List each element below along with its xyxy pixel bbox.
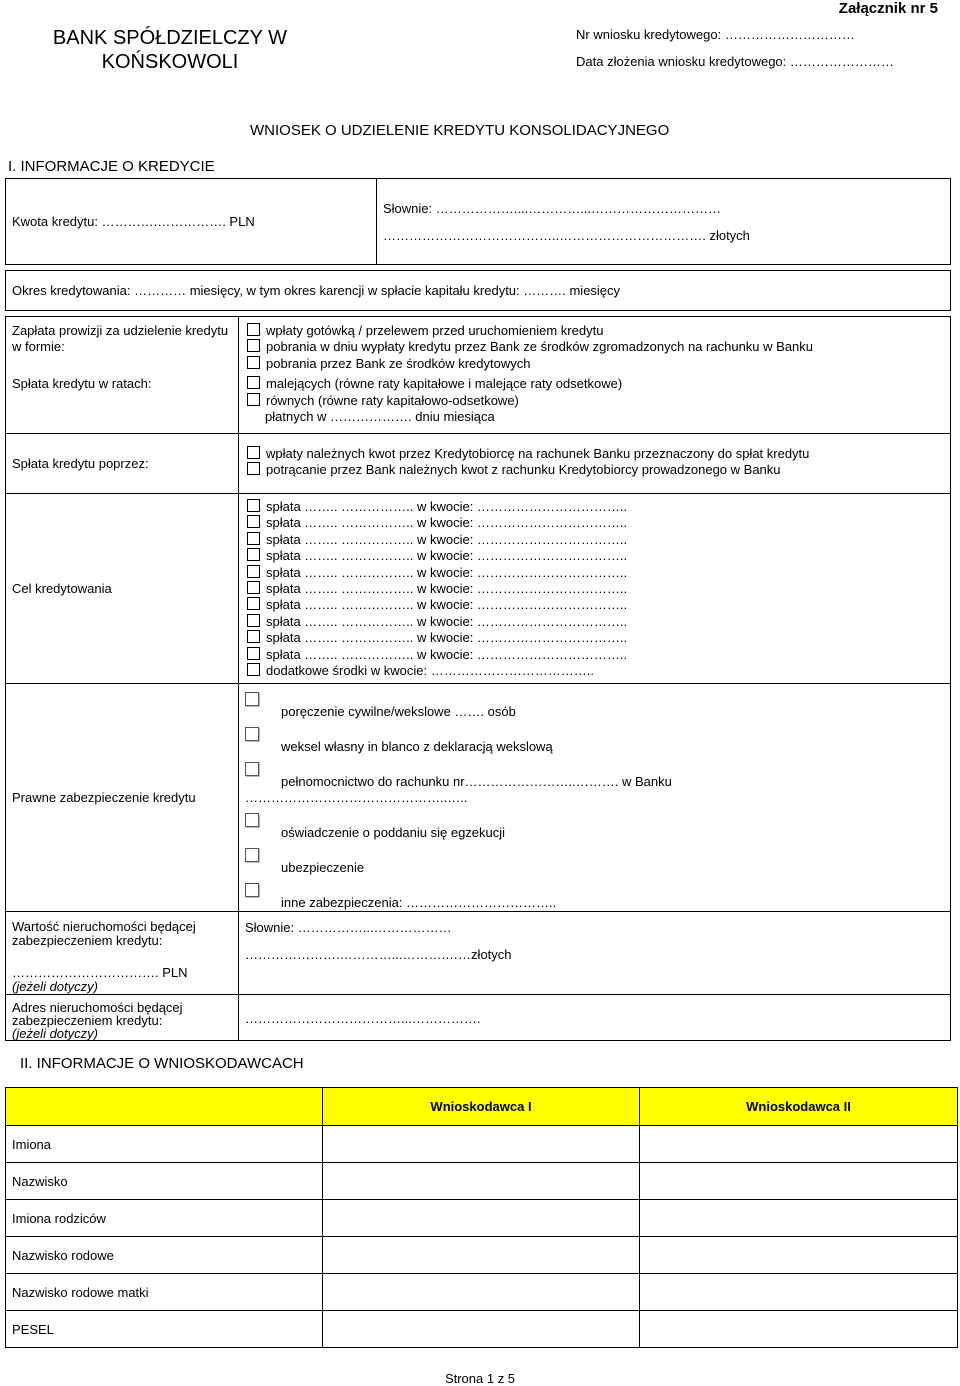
- row-label: Nazwisko rodowe matki: [6, 1274, 323, 1311]
- checkbox[interactable]: [247, 548, 260, 561]
- checkbox[interactable]: [247, 339, 260, 352]
- security-option-4[interactable]: oświadczenie o poddaniu się egzekucji: [281, 825, 506, 840]
- purpose-item[interactable]: spłata …….. …………….. w kwocie: ……………………………..: [247, 614, 950, 630]
- property-address-cell: [6, 995, 239, 1041]
- applicant-2-field[interactable]: [640, 1126, 958, 1163]
- applicant-1-field[interactable]: [323, 1200, 640, 1237]
- applicant-1-field[interactable]: [323, 1237, 640, 1274]
- commission-option-2[interactable]: pobrania w dniu wypłaty kredytu przez Bank ze środków zgromadzonych na rachunku w Banku: [247, 339, 950, 355]
- applicant-2-field[interactable]: [640, 1274, 958, 1311]
- amount-words-line1[interactable]: Słownie: ………………....…………...…………………………: [383, 201, 722, 216]
- repayment-label-cell: [6, 434, 239, 494]
- repayment-label: Spłata kredytu poprzez:: [12, 456, 149, 471]
- section2-title: II. INFORMACJE O WNIOSKODAWCACH: [20, 1055, 304, 1072]
- row-label: Imiona: [6, 1126, 323, 1163]
- purpose-item[interactable]: spłata …….. …………….. w kwocie: ……………………………..: [247, 499, 950, 515]
- purpose-item[interactable]: spłata …….. …………….. w kwocie: ……………………………..: [247, 532, 950, 548]
- applicant-2-field[interactable]: [640, 1200, 958, 1237]
- property-value-amount[interactable]: ……………………………. PLN: [12, 965, 188, 980]
- security-option-3-cont[interactable]: ………………………………………..…..: [245, 790, 468, 805]
- security-option-1[interactable]: poręczenie cywilne/wekslowe ……. osób: [281, 704, 516, 719]
- checkbox[interactable]: [247, 393, 260, 406]
- header-applicant-2: Wnioskodawca II: [640, 1088, 958, 1126]
- checkbox[interactable]: [247, 532, 260, 545]
- commission-label: Zapłata prowizji za udzielenie kredytu w formie:: [12, 323, 229, 355]
- commission-options-cell: [239, 317, 951, 434]
- checkbox[interactable]: [245, 762, 259, 776]
- checkbox[interactable]: [247, 323, 260, 336]
- period-text[interactable]: Okres kredytowania: ………… miesięcy, w tym okres karencji w spłacie kapitału kredytu: ………. miesięcy: [12, 283, 621, 298]
- period-cell: [6, 271, 951, 311]
- checkbox[interactable]: [247, 356, 260, 369]
- property-address-note: (jeżeli dotyczy): [12, 1026, 98, 1041]
- checkbox[interactable]: [245, 813, 259, 827]
- checkbox[interactable]: [247, 630, 260, 643]
- amount-words-cell: [377, 179, 951, 265]
- annex-label: Załącznik nr 5: [838, 0, 938, 17]
- security-options-cell: [239, 684, 951, 912]
- purpose-label: Cel kredytowania: [12, 581, 112, 596]
- checkbox[interactable]: [247, 565, 260, 578]
- applicant-2-field[interactable]: [640, 1237, 958, 1274]
- security-option-3[interactable]: pełnomocnictwo do rachunku nr……………………..………. w Banku: [281, 774, 672, 789]
- application-number[interactable]: Nr wniosku kredytowego: …………………………: [576, 27, 855, 42]
- purpose-item[interactable]: spłata …….. …………….. w kwocie: ……………………………..: [247, 630, 950, 646]
- period-table: [5, 270, 951, 311]
- purpose-item-extra[interactable]: dodatkowe środki w kwocie: ………………………………..: [247, 663, 950, 679]
- checkbox[interactable]: [245, 883, 259, 897]
- amount-cell: [6, 179, 377, 265]
- purpose-item[interactable]: spłata …….. …………….. w kwocie: ……………………………..: [247, 548, 950, 564]
- row-label: Nazwisko: [6, 1163, 323, 1200]
- checkbox[interactable]: [247, 446, 260, 459]
- property-value-note: (jeżeli dotyczy): [12, 979, 98, 994]
- property-words-line1[interactable]: Słownie: ……………...………………: [245, 920, 452, 935]
- checkbox[interactable]: [245, 848, 259, 862]
- property-words-cell: [239, 912, 951, 995]
- installments-option-1[interactable]: malejących (równe raty kapitałowe i malejące raty odsetkowe): [247, 376, 950, 392]
- checkbox[interactable]: [247, 462, 260, 475]
- amount-table: [5, 178, 951, 265]
- security-option-5[interactable]: ubezpieczenie: [281, 860, 365, 875]
- amount-words-line2[interactable]: …………………………………..……………………………. złotych: [383, 228, 750, 243]
- amount-label[interactable]: Kwota kredytu: ………….……………. PLN: [12, 214, 255, 229]
- applicant-1-field[interactable]: [323, 1126, 640, 1163]
- header-applicant-1: Wnioskodawca I: [323, 1088, 640, 1126]
- commission-option-3[interactable]: pobrania przez Bank ze środków kredytowych: [247, 356, 950, 372]
- checkbox[interactable]: [247, 499, 260, 512]
- row-label: Imiona rodziców: [6, 1200, 323, 1237]
- purpose-item[interactable]: spłata …….. …………….. w kwocie: ……………………………..: [247, 515, 950, 531]
- bank-name-line1: BANK SPÓŁDZIELCZY W: [52, 27, 288, 49]
- repayment-option-1[interactable]: wpłaty należnych kwot przez Kredytobiorcę na rachunek Banku przeznaczony do spłat kredytu: [247, 446, 950, 462]
- property-address-label: Adres nieruchomości będącej zabezpieczeniem kredytu:: [12, 1000, 183, 1028]
- property-address-value-cell: [239, 995, 951, 1041]
- property-address-value[interactable]: ………………………………...…………….: [245, 1011, 481, 1026]
- form-title: WNIOSEK O UDZIELENIE KREDYTU KONSOLIDACYJNEGO: [250, 122, 670, 139]
- commission-option-1[interactable]: wpłaty gotówką / przelewem przed uruchomieniem kredytu: [247, 323, 950, 339]
- page-number: Strona 1 z 5: [444, 1371, 516, 1386]
- bank-name: [20, 26, 320, 74]
- security-label-cell: [6, 684, 239, 912]
- checkbox[interactable]: [245, 692, 259, 706]
- checkbox[interactable]: [247, 614, 260, 627]
- application-date[interactable]: Data złożenia wniosku kredytowego: ……………………: [576, 54, 894, 69]
- header-empty-cell: [6, 1088, 323, 1126]
- property-value-cell: [6, 912, 239, 995]
- row-label: PESEL: [6, 1311, 323, 1348]
- purpose-item[interactable]: spłata …….. …………….. w kwocie: ……………………………..: [247, 581, 950, 597]
- installments-day[interactable]: płatnych w ………………. dniu miesiąca: [265, 409, 495, 425]
- checkbox[interactable]: [247, 376, 260, 389]
- property-words-line2[interactable]: ………………….…………...……….……złotych: [245, 947, 512, 962]
- security-option-2[interactable]: weksel własny in blanco z deklaracją wekslową: [281, 739, 553, 754]
- purpose-item[interactable]: spłata …….. …………….. w kwocie: ……………………………..: [247, 565, 950, 581]
- section1-title: I. INFORMACJE O KREDYCIE: [8, 158, 215, 175]
- installments-label: Spłata kredytu w ratach:: [12, 375, 152, 391]
- repayment-option-2[interactable]: potrącanie przez Bank należnych kwot z rachunku Kredytobiorcy prowadzonego w Banku: [247, 462, 950, 478]
- checkbox[interactable]: [245, 727, 259, 741]
- bank-name-line2: KOŃSKOWOLI: [101, 51, 239, 73]
- purpose-items-cell: [239, 494, 951, 684]
- security-label: Prawne zabezpieczenie kredytu: [12, 790, 196, 805]
- installments-option-2[interactable]: równych (równe raty kapitałowo-odsetkowe): [247, 393, 950, 409]
- purpose-item[interactable]: spłata …….. …………….. w kwocie: ……………………………..: [247, 647, 950, 663]
- applicant-2-field[interactable]: [640, 1163, 958, 1200]
- purpose-item[interactable]: spłata …….. …………….. w kwocie: ……………………………..: [247, 597, 950, 613]
- row-label: Nazwisko rodowe: [6, 1237, 323, 1274]
- checkbox[interactable]: [247, 597, 260, 610]
- applicant-1-field[interactable]: [323, 1274, 640, 1311]
- checkbox[interactable]: [247, 581, 260, 594]
- repayment-options-cell: [239, 434, 951, 494]
- applicant-2-field[interactable]: [640, 1311, 958, 1348]
- credit-details-table: [5, 316, 951, 1041]
- property-value-label: Wartość nieruchomości będącej zabezpieczeniem kredytu:: [12, 919, 196, 948]
- purpose-label-cell: [6, 494, 239, 684]
- security-option-6[interactable]: inne zabezpieczenia: ……………………………..: [281, 895, 557, 910]
- checkbox[interactable]: [247, 647, 260, 660]
- applicant-1-field[interactable]: [323, 1311, 640, 1348]
- commission-label-cell: [6, 317, 239, 434]
- checkbox[interactable]: [247, 663, 260, 676]
- applicant-1-field[interactable]: [323, 1163, 640, 1200]
- checkbox[interactable]: [247, 515, 260, 528]
- applicants-table: [5, 1087, 958, 1348]
